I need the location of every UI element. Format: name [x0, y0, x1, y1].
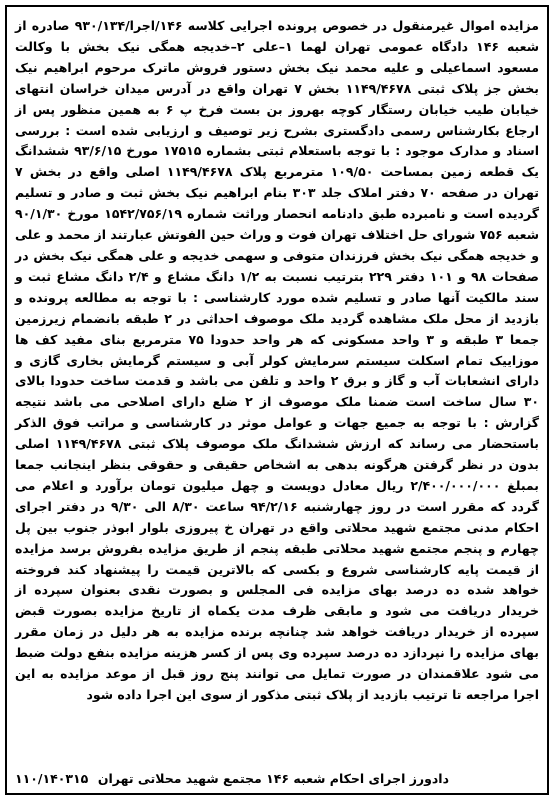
auction-notice	[5, 5, 549, 795]
notice-footer	[15, 769, 539, 789]
notice-body-text: مزایده اموال غیرمنقول در خصوص پرونده اجرایی کلاسه ۱۴۶/اجرا/۹۳۰/۱۳۴ صادره از شعبه ۱۴۶ دادگاه عمومی تهران لهما ۱–علی ۲–خدیجه همگی نیک بخش با وکالت مسعود اسماعیلی و علیه محمد نیک بخش دستور فروش ماترک مرحوم ابراهیم نیک بخش جز پلاک ثبتی ۱۱۴۹/۴۶۷۸ بخش ۷ تهران واقع در آدرس میدان خراسان انتهای خیابان طیب خیابان رستگار کوچه بهروز بن بست فرخ پ ۶ به همین منظور پس از ارجاع بکارشناس رسمی دادگستری بشرح زیر توصیف و ارزیابی شده است : بررسی اسناد و مدارک موجود : با توجه باستعلام ثبتی بشماره ۱۷۵۱۵ مورخ ۹۳/۶/۱۵ ششدانگ یک قطعه زمین بمساحت ۱۰۹/۵۰ مترمربع پلاک ۱۱۴۹/۴۶۷۸ اصلی واقع در بخش ۷ تهران در صفحه ۷۰ دفتر املاک جلد ۳۰۳ بنام ابراهیم نیک بخش ثبت و صادر و تسلیم گردیده است و نامبرده طبق دادنامه انحصار وراثت شماره ۱۵۴۲/۷۵۶/۱۹ مورخ ۹۰/۱/۳۰ شعبه ۷۵۶ شورای حل اختلاف تهران فوت و وراث حین الفوتش عبارتند از محمد و علی و خدیجه همگی نیک بخش فرزندان متوفی و سهمی خدیجه و علی همگی نیک بخش در صفحات ۹۸ و ۱۰۱ دفتر ۲۲۹ بترتیب نسبت به ۱/۲ دانگ مشاع و ۲/۴ دانگ مشاع ثبت و سند مالکیت آنها صادر و تسلیم شده مورد کارشناسی : با توجه به مطالعه پرونده و بازدید از محل ملک مشاهده گردید ملک موصوف احداثی در ۲ طبقه بانضمام زیرزمین جمعا ۳ طبقه و ۳ واحد مسکونی که هر واحد حدودا ۷۵ مترمربع بنای مفید کف ها موزاییک تمام اسکلت سیستم سرمایش کولر آبی و سیستم گرمایش بخاری گازی و دارای انشعابات آب و گاز و برق ۲ واحد و تلفن می باشد و قدمت ساخت حدودا بالای ۳۰ سال ساخت است ضمنا ملک موصوف از ۲ ضلع دارای اصلاحی می باشد نتیجه گزارش : با توجه به جمیع جهات و عوامل موثر در کارشناسی و مراتب فوق الذکر باستحضار می رساند که ارزش ششدانگ ملک موصوف پلاک ثبتی ۱۱۴۹/۴۶۷۸ اصلی بدون در نظر گرفتن هرگونه بدهی به اشخاص حقیقی و حقوقی بنظر اینجانب جمعا بمبلغ ۲/۴۰۰/۰۰۰/۰۰۰ ریال معادل دویست و چهل میلیون تومان برآورد و اعلام می گردد که مقرر است در روز چهارشنبه ۹۴/۲/۱۶ ساعت ۸/۳۰ الی ۹/۳۰ در دفتر اجرای احکام مدنی مجتمع شهید محلاتی واقع در تهران خ پیروزی بلوار ابوذر جنوب بین پل چهارم و پنجم مجتمع شهید محلاتی طبقه پنجم از طریق مزایده بفروش برسد مزایده از قیمت پایه کارشناسی شروع و بکسی که بالاترین قیمت را پیشنهاد کند فروخته خواهد شده ده درصد بهای مزایده فی المجلس و بصورت نقدی بعنوان سپرده از خریدار دریافت می شود و مابقی ظرف مدت یکماه از تاریخ مزایده بصورت قبض سپرده از خریدار دریافت خواهد شد چنانچه برنده مزایده به هر دلیل در زمان مقرر بهای مزایده را نپردازد ده درصد سپرده وی پس از کسر هزینه مزایده بنفع دولت ضبط می شود علاقمندان در صورت تمایل می توانند پنج روز قبل از موعد مزایده به این اجرا مراجعه تا ترتیب بازدید از پلاک ثبتی مذکور از سوی این اجرا داده شود	[15, 18, 540, 702]
notice-signature: دادورز اجرای احکام شعبه ۱۴۶ مجتمع شهید محلاتی تهران	[97, 771, 449, 786]
notice-code: ۱۱۰/۱۴۰۳۱۵	[15, 771, 89, 786]
